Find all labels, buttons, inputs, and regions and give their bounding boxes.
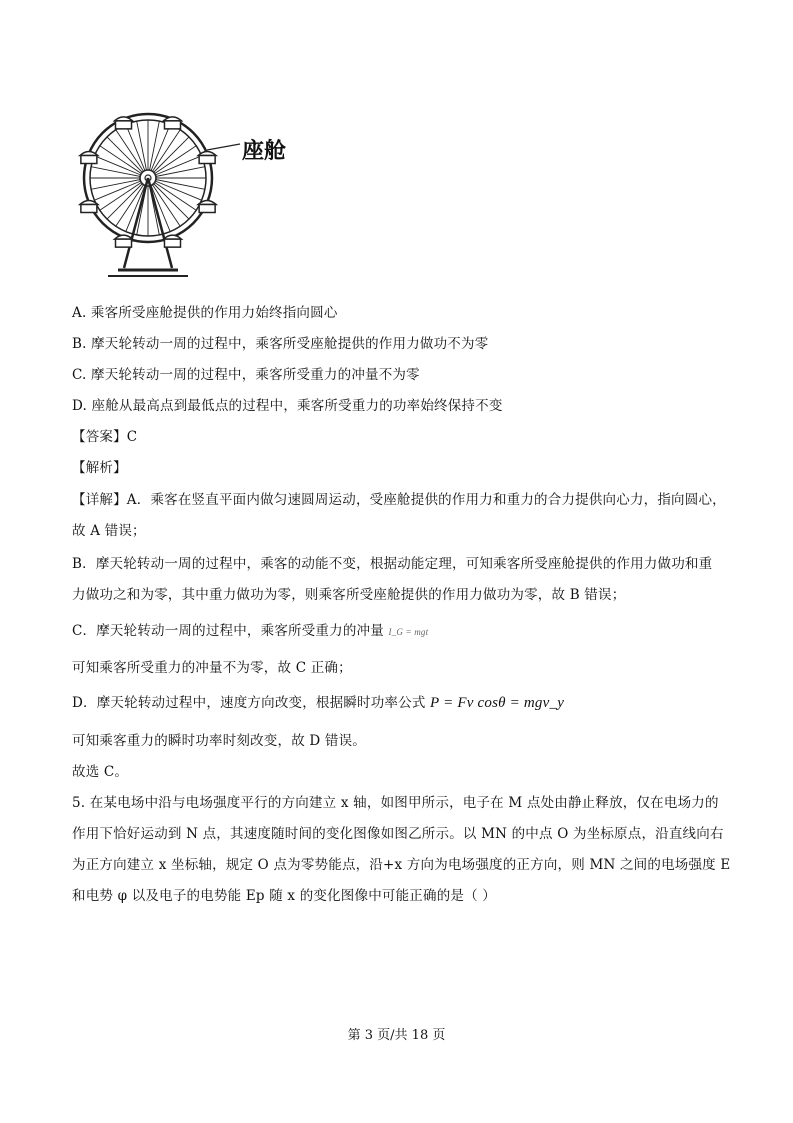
- analysis-c-line2: 可知乘客所受重力的冲量不为零，故 C 正确；: [72, 660, 352, 676]
- analysis-b-line1: B．摩天轮转动一周的过程中，乘客的动能不变，根据动能定理，可知乘客所受座舱提供的作用力做功和重: [72, 556, 713, 572]
- cabin: [198, 200, 216, 212]
- analysis-d-text: D．摩天轮转动过程中，速度方向改变，根据瞬时功率公式: [72, 695, 426, 711]
- answer: 【答案】C: [72, 429, 138, 445]
- question5-line3: 为正方向建立 x 坐标轴，规定 O 点为零势能点，沿+x 方向为电场强度的正方向，则 MN 之间的电场强度 E: [72, 857, 731, 873]
- question5-line2: 作用下恰好运动到 N 点，其速度随时间的变化图像如图乙所示。以 MN 的中点 O 为坐标原点，沿直线向右: [72, 826, 724, 842]
- option-c: C. 摩天轮转动一周的过程中，乘客所受重力的冲量不为零: [72, 367, 420, 383]
- analysis-heading: 【解析】: [72, 460, 127, 476]
- analysis-d-line1: [72, 693, 564, 713]
- analysis-a-line1: 【详解】A．乘客在竖直平面内做匀速圆周运动，受座舱提供的作用力和重力的合力提供向心力，指向圆心，: [72, 492, 726, 508]
- cabin: [115, 235, 133, 247]
- power-formula: P = Fv cosθ = mgv_y: [430, 695, 565, 711]
- question5-line1: 5. 在某电场中沿与电场强度平行的方向建立 x 轴，如图甲所示，电子在 M 点处由静止释放，仅在电场力的: [72, 795, 719, 811]
- option-b: B. 摩天轮转动一周的过程中，乘客所受座舱提供的作用力做功不为零: [72, 336, 489, 352]
- analysis-c-line1: [72, 621, 428, 642]
- analysis-a-line2: 故 A 错误；: [72, 523, 146, 539]
- cabin-label: 座舱: [242, 139, 287, 164]
- cabin: [198, 152, 216, 164]
- page-footer: 第 3 页/共 18 页: [347, 1028, 446, 1043]
- analysis-c-text: C．摩天轮转动一周的过程中，乘客所受重力的冲量: [72, 623, 384, 639]
- cabin: [80, 200, 98, 212]
- cabin: [115, 117, 133, 129]
- option-d: D. 座舱从最高点到最低点的过程中，乘客所受重力的功率始终保持不变: [72, 398, 503, 414]
- ferris-wheel-figure: [72, 92, 292, 292]
- cabin: [163, 117, 181, 129]
- cabin: [163, 235, 181, 247]
- impulse-formula: I_G = mgt: [388, 627, 429, 637]
- question5-line4: 和电势 φ 以及电子的电势能 Ep 随 x 的变化图像中可能正确的是（ ）: [72, 888, 497, 904]
- analysis-b-line2: 力做功之和为零，其中重力做功为零，则乘客所受座舱提供的作用力做功为零，故 B 错误；: [72, 587, 626, 603]
- option-a: A. 乘客所受座舱提供的作用力始终指向圆心: [72, 305, 338, 321]
- analysis-d-line2: 可知乘客重力的瞬时功率时刻改变，故 D 错误。: [72, 733, 367, 749]
- cabin: [80, 152, 98, 164]
- analysis-conclusion: 故选 C。: [72, 764, 129, 780]
